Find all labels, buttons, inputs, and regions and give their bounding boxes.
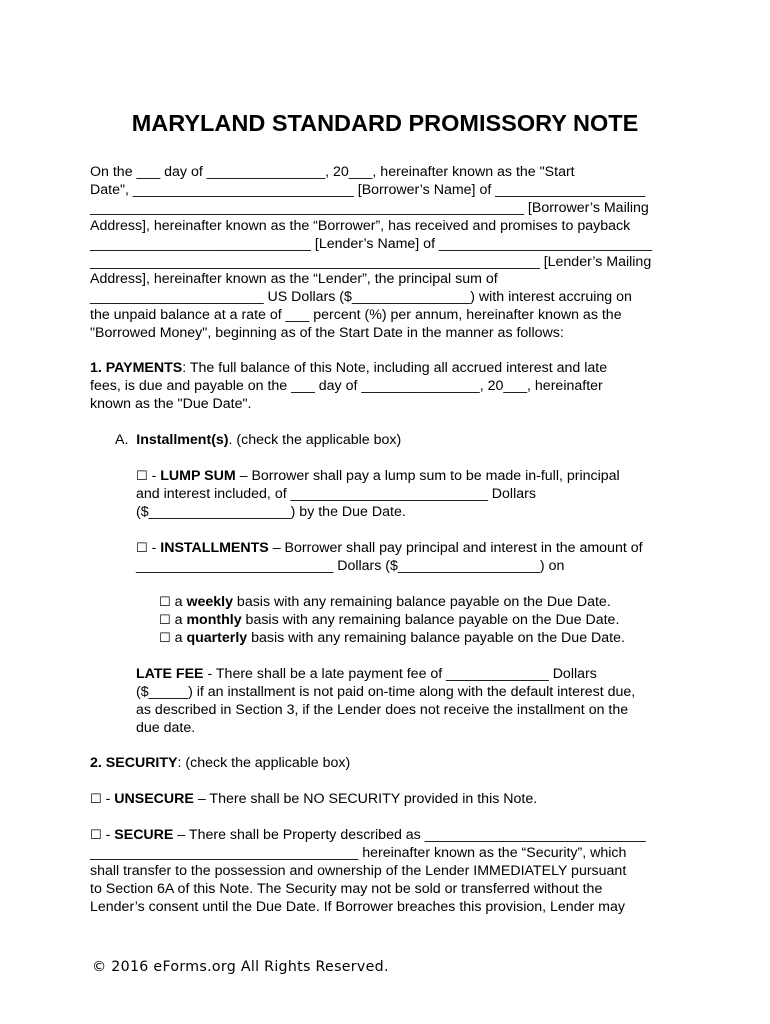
document-title: MARYLAND STANDARD PROMISSORY NOTE [131, 110, 639, 136]
installments-label: INSTALLMENTS [160, 540, 269, 556]
secure-line: __________________________________ hereinafter known as the “Security”, which [90, 844, 627, 861]
frequency-text: basis with any remaining balance payable on the Due Date. [232, 594, 611, 610]
frequency-text: basis with any remaining balance payable on the Due Date. [241, 611, 620, 628]
installments-heading-text: . (check the applicable box) [228, 432, 402, 448]
security-heading [90, 755, 686, 773]
late-fee-line: ($_____) if an installment is not paid on-time along with the default interest due, [136, 683, 636, 700]
installments-heading-label: Installment(s) [136, 432, 229, 448]
monthly-checkbox[interactable]: ☐ [159, 612, 171, 628]
secure-option [90, 827, 686, 917]
separator: - [147, 540, 161, 556]
frequency-prefix: a [170, 611, 187, 628]
separator: - [147, 468, 161, 484]
unsecure-label: UNSECURE [114, 791, 194, 807]
copyright-footer: © 2016 eForms.org All Rights Reserved. [92, 959, 389, 975]
frequency-quarterly [159, 630, 679, 648]
late-fee-line: - There shall be a late payment fee of _____________ Dollars [203, 666, 597, 682]
late-fee-line: due date. [136, 719, 196, 736]
frequency-text: basis with any remaining balance payable on the Due Date. [247, 629, 625, 646]
payments-heading: 1. PAYMENTS [90, 360, 183, 376]
payments-line: known as the "Due Date". [90, 395, 252, 412]
intro-line: _________________________________________________________ [Lender’s Mailing [90, 253, 652, 270]
intro-line: _______________________________________________________ [Borrower’s Mailing [90, 199, 649, 216]
intro-line: ______________________ US Dollars ($_______________) with interest accruing on [90, 289, 632, 306]
frequency-prefix: a [170, 629, 187, 646]
payments-line: : The full balance of this Note, including all accrued interest and late [182, 360, 608, 376]
quarterly-checkbox[interactable]: ☐ [159, 630, 171, 646]
secure-line: – There shall be Property described as ____________________________ [173, 827, 646, 843]
separator: - [101, 791, 115, 807]
weekly-checkbox[interactable]: ☐ [159, 595, 171, 610]
intro-line: Address], hereinafter known as the “Lender”, the principal sum of [90, 271, 498, 288]
installments-line: – Borrower shall pay principal and interest in the amount of [268, 540, 643, 556]
frequency-prefix: a [170, 594, 187, 610]
installments-heading [115, 432, 711, 450]
lump-sum-option [136, 468, 681, 522]
installments-checkbox[interactable]: ☐ [136, 541, 148, 556]
frequency-options [159, 594, 679, 648]
installments-option [136, 540, 681, 576]
weekly-label: weekly [186, 594, 233, 610]
intro-line: Address], hereinafter known as the “Borrower”, has received and promises to payback [90, 217, 631, 234]
unsecure-text: – There shall be NO SECURITY provided in this Note. [193, 791, 538, 807]
secure-line: Lender’s consent until the Due Date. If Borrower breaches this provision, Lender may [90, 898, 625, 915]
unsecure-option [90, 791, 686, 809]
quarterly-label: quarterly [186, 629, 248, 646]
frequency-monthly [159, 612, 679, 630]
late-fee-section [136, 666, 681, 738]
lump-sum-checkbox[interactable]: ☐ [136, 469, 148, 484]
payments-section [90, 360, 686, 414]
security-heading-text: : (check the applicable box) [177, 755, 351, 771]
secure-line: to Section 6A of this Note. The Security may not be sold or transferred without the [90, 880, 603, 897]
lump-sum-line: and interest included, of _________________________ Dollars [136, 485, 536, 502]
secure-checkbox[interactable]: ☐ [90, 828, 102, 843]
lump-sum-line: ($__________________) by the Due Date. [136, 503, 406, 520]
secure-line: shall transfer to the possession and ownership of the Lender IMMEDIATELY pursuant [90, 862, 627, 879]
frequency-weekly [159, 594, 679, 612]
intro-paragraph [90, 164, 686, 343]
lump-sum-line: – Borrower shall pay a lump sum to be made in-full, principal [235, 468, 620, 484]
intro-line: Date", ____________________________ [Borrower’s Name] of ___________________ [90, 181, 646, 198]
secure-label: SECURE [114, 827, 174, 843]
security-heading-label: 2. SECURITY [90, 755, 178, 771]
list-marker: A. [115, 432, 129, 448]
late-fee-label: LATE FEE [136, 666, 204, 682]
monthly-label: monthly [186, 611, 242, 628]
intro-line: On the ___ day of _______________, 20___, hereinafter known as the "Start [90, 164, 575, 180]
intro-line: the unpaid balance at a rate of ___ percent (%) per annum, hereinafter known as the [90, 307, 622, 324]
lump-sum-label: LUMP SUM [160, 468, 236, 484]
separator: - [101, 827, 115, 843]
intro-line: "Borrowed Money", beginning as of the Start Date in the manner as follows: [90, 325, 564, 342]
late-fee-line: as described in Section 3, if the Lender does not receive the installment on the [136, 701, 629, 718]
payments-line: fees, is due and payable on the ___ day of _______________, 20___, hereinafter [90, 377, 603, 394]
installments-line: _________________________ Dollars ($__________________) on [136, 557, 565, 574]
unsecure-checkbox[interactable]: ☐ [90, 792, 102, 807]
intro-line: ____________________________ [Lender’s Name] of ___________________________ [90, 235, 652, 252]
